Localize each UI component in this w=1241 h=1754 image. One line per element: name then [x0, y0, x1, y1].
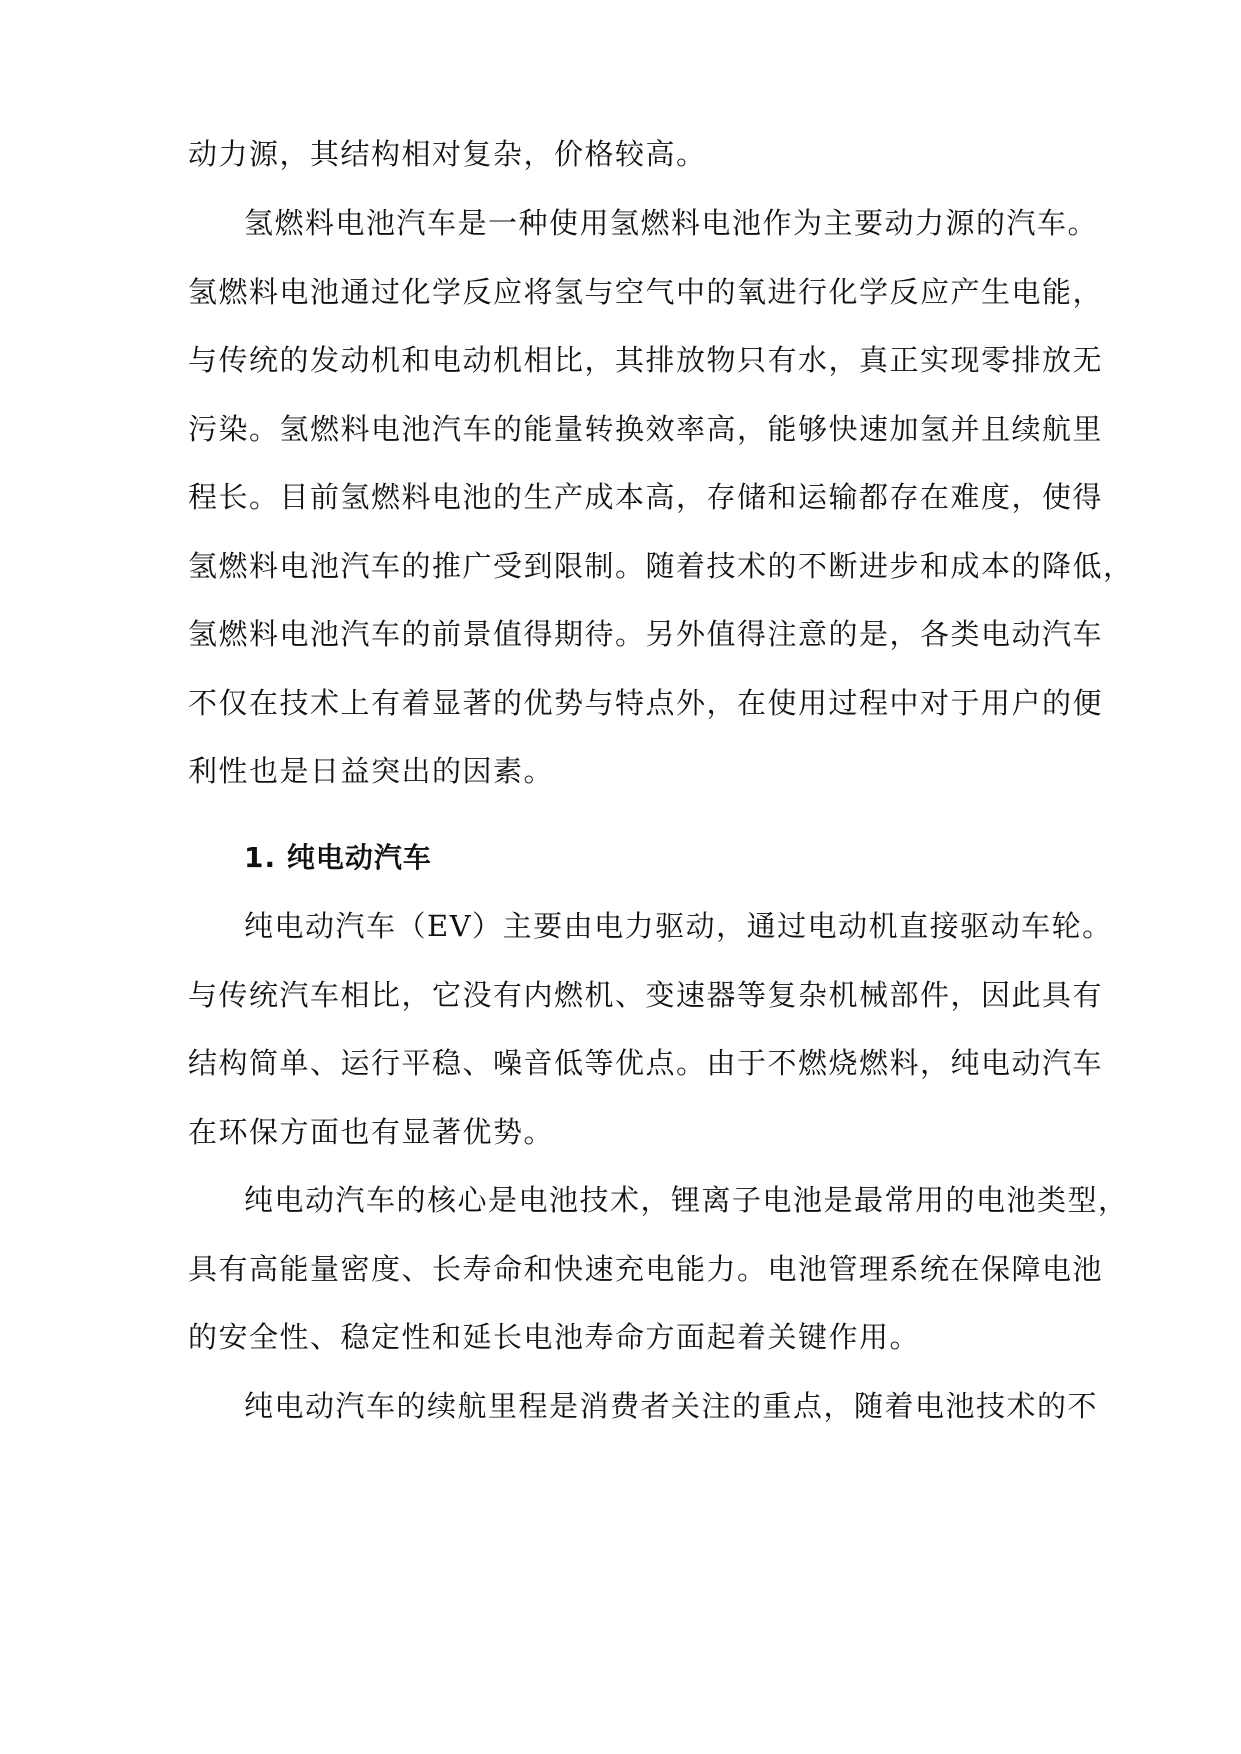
body-text-line: 在环保方面也有显著优势。: [188, 1115, 555, 1149]
paragraph-first-line: 纯电动汽车的核心是电池技术，锂离子电池是最常用的电池类型，: [244, 1183, 1129, 1217]
body-text-line: 不仅在技术上有着显著的优势与特点外，在使用过程中对于用户的便: [188, 686, 1104, 720]
body-text-line: 具有高能量密度、长寿命和快速充电能力。电池管理系统在保障电池: [188, 1252, 1104, 1286]
body-text-line: 的安全性、稳定性和延长电池寿命方面起着关键作用。: [188, 1320, 921, 1354]
body-text-line: 氢燃料电池通过化学反应将氢与空气中的氧进行化学反应产生电能，: [188, 275, 1104, 309]
paragraph-first-line: 氢燃料电池汽车是一种使用氢燃料电池作为主要动力源的汽车。: [244, 206, 1099, 240]
body-text-line: 与传统的发动机和电动机相比，其排放物只有水，真正实现零排放无: [188, 343, 1104, 377]
body-text-line: 氢燃料电池汽车的推广受到限制。随着技术的不断进步和成本的降低，: [188, 549, 1134, 583]
body-text-line: 与传统汽车相比，它没有内燃机、变速器等复杂机械部件，因此具有: [188, 978, 1104, 1012]
body-text-line: 程长。目前氢燃料电池的生产成本高，存储和运输都存在难度，使得: [188, 480, 1104, 514]
body-text-line: 利性也是日益突出的因素。: [188, 754, 555, 788]
body-text-line: 结构简单、运行平稳、噪音低等优点。由于不燃烧燃料，纯电动汽车: [188, 1046, 1104, 1080]
body-text-line: 动力源，其结构相对复杂，价格较高。: [188, 137, 707, 171]
paragraph-first-line: 纯电动汽车的续航里程是消费者关注的重点，随着电池技术的不: [244, 1389, 1099, 1423]
body-text-line: 污染。氢燃料电池汽车的能量转换效率高，能够快速加氢并且续航里: [188, 412, 1104, 446]
body-text-line: 氢燃料电池汽车的前景值得期待。另外值得注意的是，各类电动汽车: [188, 617, 1104, 651]
paragraph-first-line: 纯电动汽车（EV）主要由电力驱动，通过电动机直接驱动车轮。: [244, 909, 1113, 943]
section-heading: 1. 纯电动汽车: [244, 841, 432, 874]
